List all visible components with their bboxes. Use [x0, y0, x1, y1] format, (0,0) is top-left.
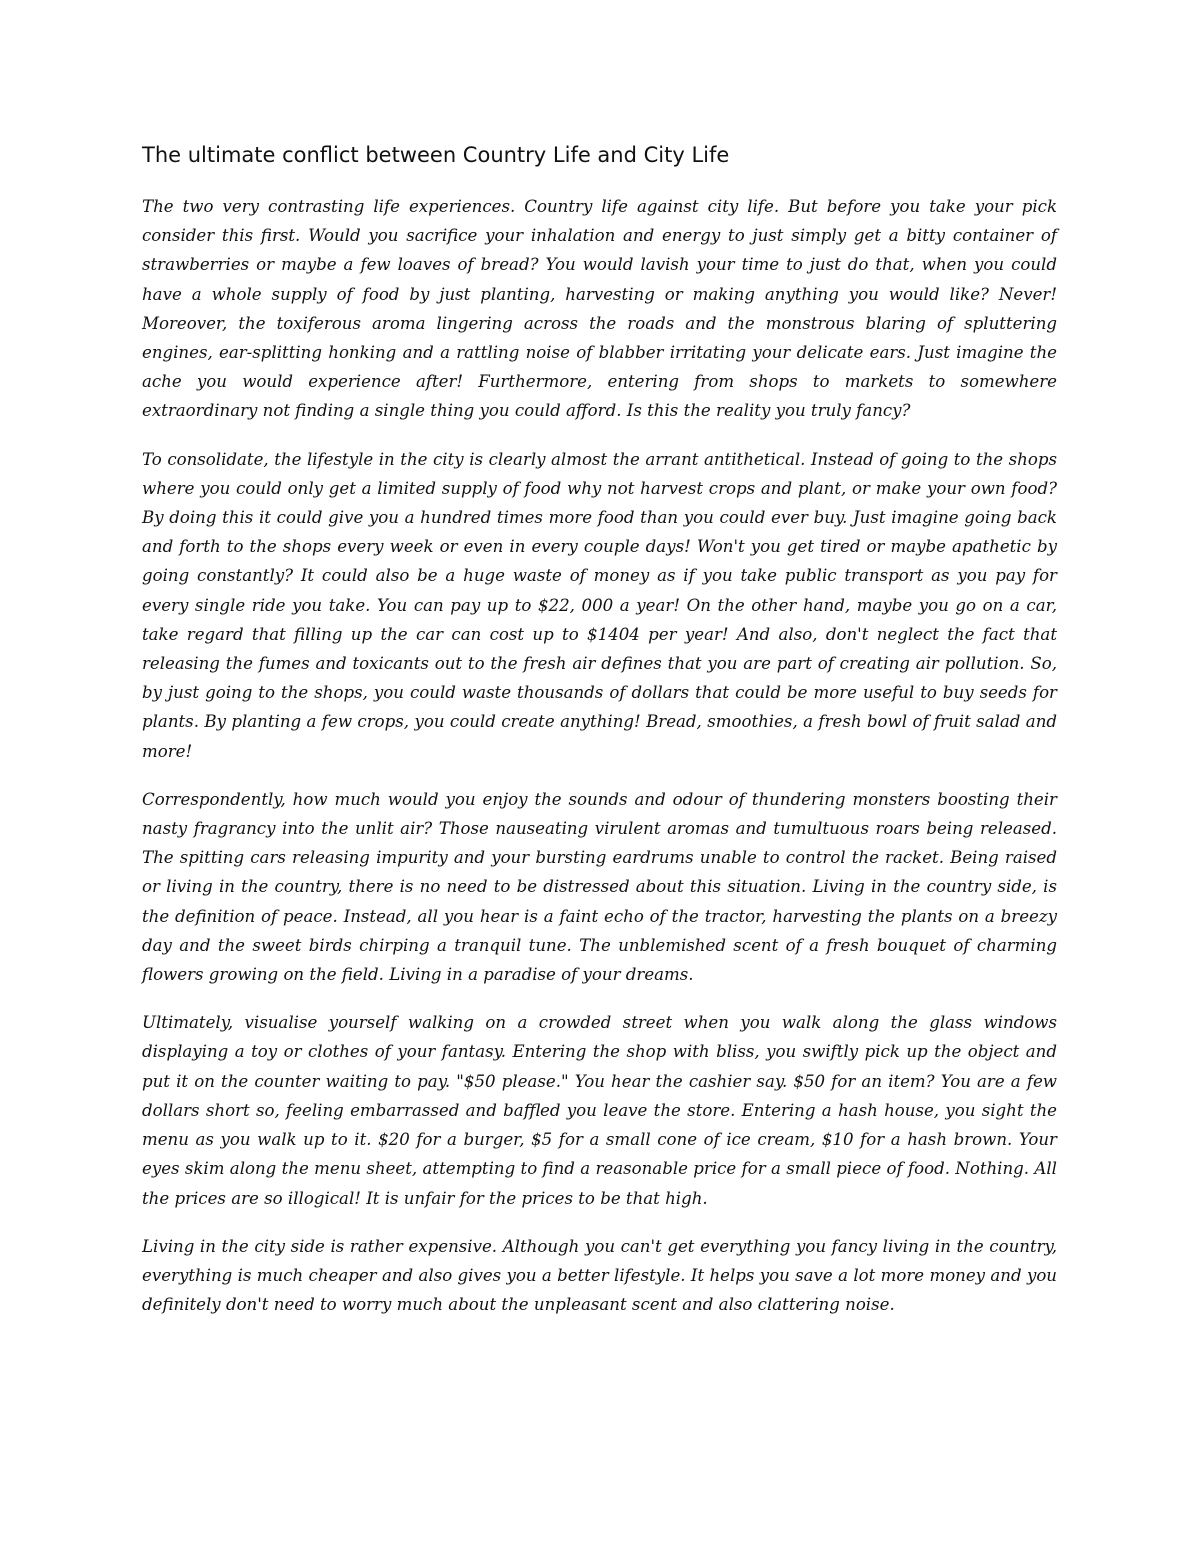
document-title: The ultimate conflict between Country Life and City Life [142, 143, 730, 167]
paragraph-2: To consolidate, the lifestyle in the city is clearly almost the arrant antithetical. Instead of going to the shops where you could only get a limited supply of food why not harvest crops and plant, or make your own food? By doing this it could give you a hundred times more food than you could ever buy. Just imagine going back and forth to the shops every week or even in every couple days! Won't you get tired or maybe apathetic by going constantly? It could also be a huge waste of money as if you take public transport as you pay for every single ride you take. You can pay up to $22, 000 a year! On the other hand, maybe you go on a car, take regard that filling up the car can cost up to $1404 per year! And also, don't neglect the fact that releasing the fumes and toxicants out to the fresh air defines that you are part of creating air pollution. So, by just going to the shops, you could waste thousands of dollars that could be more useful to buy seeds for plants. By planting a few crops, you could create anything! Bread, smoothies, a fresh bowl of fruit salad and more! [142, 449, 1057, 761]
document-body [142, 140, 1057, 1338]
paragraph-3: Correspondently, how much would you enjoy the sounds and odour of thundering monsters boosting their nasty fragrancy into the unlit air? Those nauseating virulent aromas and tumultuous roars being released. The spitting cars releasing impurity and your bursting eardrums unable to control the racket. Being raised or living in the country, there is no need to be distressed about this situation. Living in the country side, is the definition of peace. Instead, all you hear is a faint echo of the tractor, harvesting the plants on a breezy day and the sweet birds chirping a tranquil tune. The unblemished scent of a fresh bouquet of charming flowers growing on the field. Living in a paradise of your dreams. [142, 789, 1057, 985]
paragraph-1: The two very contrasting life experiences. Country life against city life. But before you take your pick consider this first. Would you sacrifice your inhalation and energy to just simply get a bitty container of strawberries or maybe a few loaves of bread? You would lavish your time to just do that, when you could have a whole supply of food by just planting, harvesting or making anything you would like? Never! Moreover, the toxiferous aroma lingering across the roads and the monstrous blaring of spluttering engines, ear-splitting honking and a rattling noise of blabber irritating your delicate ears. Just imagine the ache you would experience after! Furthermore, entering from shops to markets to somewhere extraordinary not finding a single thing you could afford. Is this the reality you truly fancy? [142, 197, 1057, 421]
paragraph-4: Ultimately, visualise yourself walking on a crowded street when you walk along the glass windows displaying a toy or clothes of your fantasy. Entering the shop with bliss, you swiftly pick up the object and put it on the counter waiting to pay. "$50 please." You hear the cashier say. $50 for an item? You are a few dollars short so, feeling embarrassed and baffled you leave the store. Entering a hash house, you sight the menu as you walk up to it. $20 for a burger, $5 for a small cone of ice cream, $10 for a hash brown. Your eyes skim along the menu sheet, attempting to find a reasonable price for a small piece of food. Nothing. All the prices are so illogical! It is unfair for the prices to be that high. [142, 1013, 1057, 1208]
paragraph-5: Living in the city side is rather expensive. Although you can't get everything you fancy living in the country, everything is much cheaper and also gives you a better lifestyle. It helps you save a lot more money and you definitely don't need to worry much about the unpleasant scent and also clattering noise. [142, 1236, 1057, 1315]
